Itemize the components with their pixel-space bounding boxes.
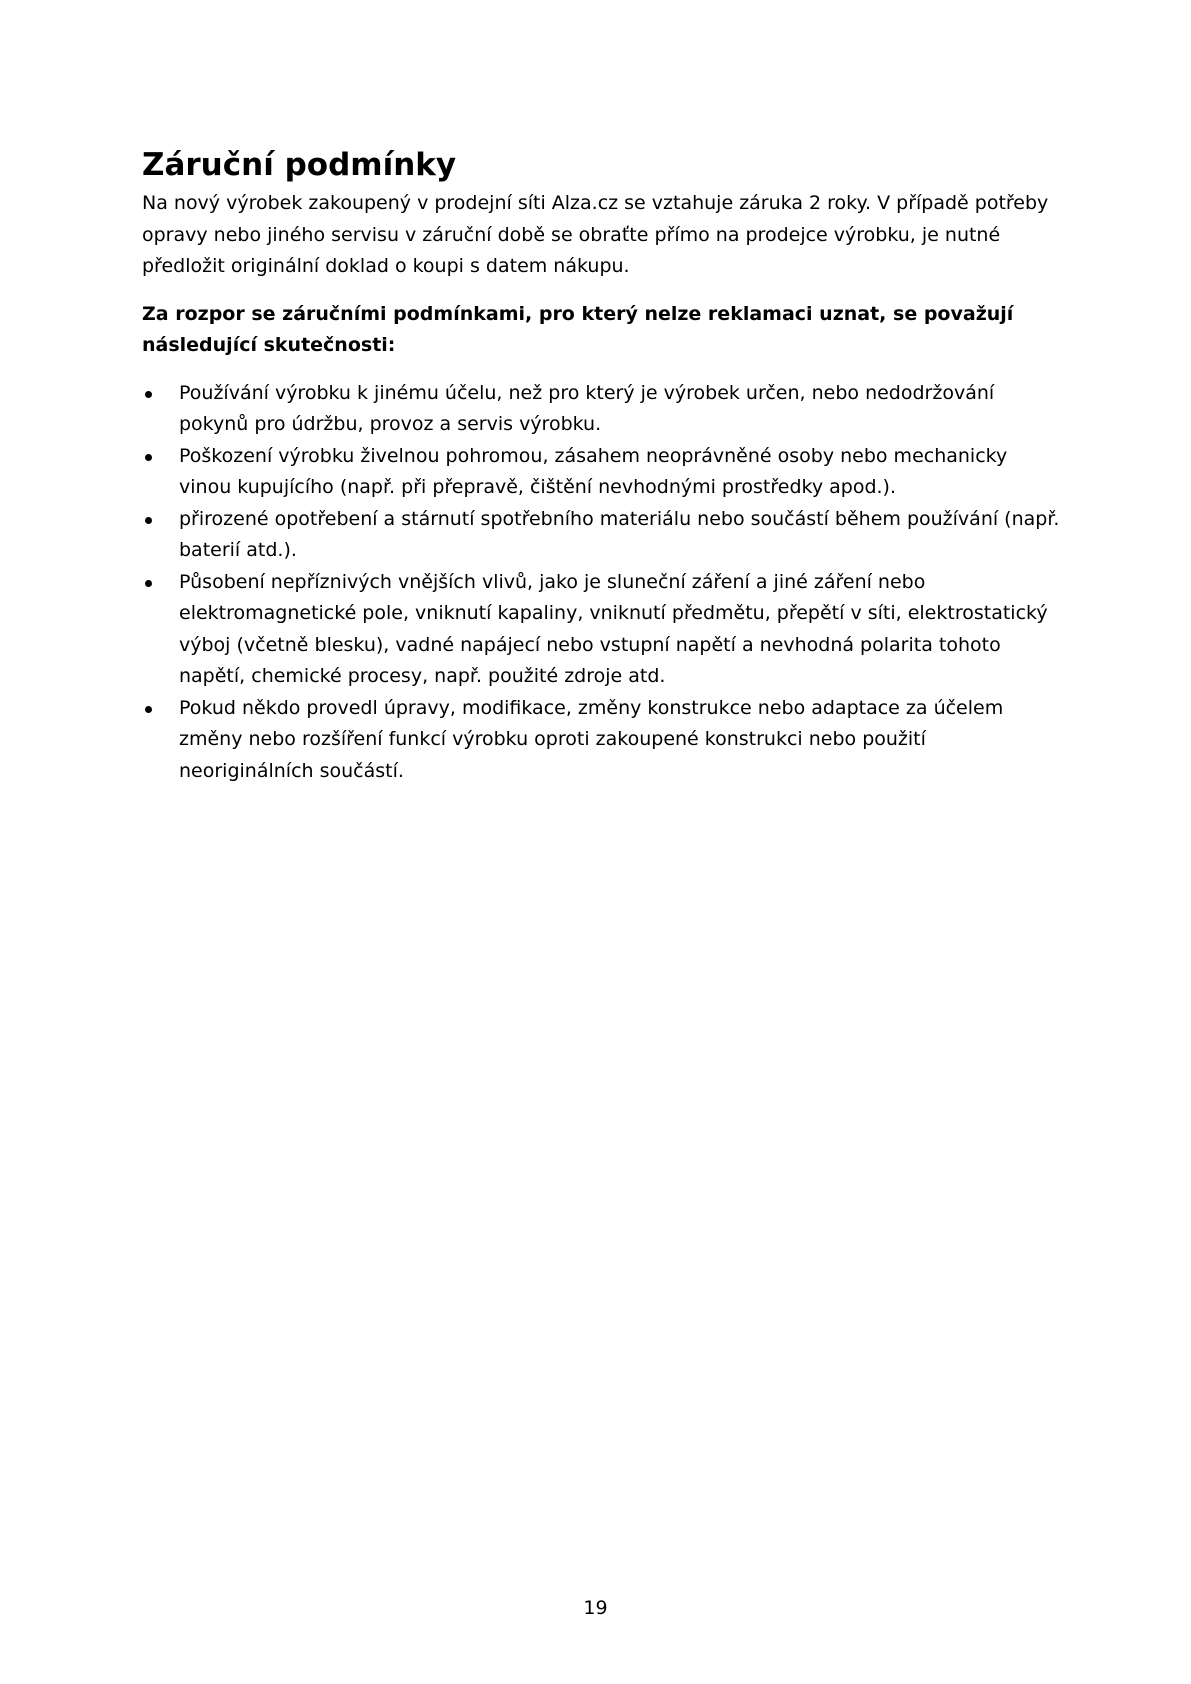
list-item	[142, 504, 1062, 567]
page-title: Záruční podmínky	[142, 147, 457, 183]
conditions-list	[142, 378, 1062, 788]
bullet-icon	[145, 517, 152, 524]
list-item	[142, 693, 1062, 788]
page-content	[142, 144, 1062, 787]
conditions-heading: Za rozpor se záručními podmínkami, pro který nelze reklamaci uznat, se považují následující skutečnosti:	[142, 302, 1014, 356]
intro-paragraph: Na nový výrobek zakoupený v prodejní síti Alza.cz se vztahuje záruka 2 roky. V případě potřeby opravy nebo jiného servisu v záruční době se obraťte přímo na prodejce výrobku, je nutné předložit originální doklad o koupi s datem nákupu.	[142, 192, 1049, 277]
bullet-icon	[145, 706, 152, 713]
bullet-icon	[145, 454, 152, 461]
list-item-text: Pokud někdo provedl úpravy, modifikace, změny konstrukce nebo adaptace za účelem změny nebo rozšíření funkcí výrobku oproti zakoupené konstrukci nebo použití neoriginálních součástí.	[179, 696, 1004, 782]
list-item-text: přirozené opotřebení a stárnutí spotřebního materiálu nebo součástí během používání (např. baterií atd.).	[179, 507, 1060, 561]
bullet-icon	[145, 391, 152, 398]
list-item-text: Používání výrobku k jinému účelu, než pro který je výrobek určen, nebo nedodržování pokynů pro údržbu, provoz a servis výrobku.	[179, 381, 995, 435]
list-item	[142, 441, 1062, 504]
page-number: 19	[583, 1597, 608, 1619]
list-item-text: Působení nepříznivých vnějších vlivů, jako je sluneční záření a jiné záření nebo elektromagnetické pole, vniknutí kapaliny, vniknutí předmětu, přepětí v síti, elektrostatický výboj (včetně blesku), vadné napájecí nebo vstupní napětí a nevhodná polarita tohoto napětí, chemické procesy, např. použité zdroje atd.	[179, 570, 1048, 687]
bullet-icon	[145, 580, 152, 587]
list-item-text: Poškození výrobku živelnou pohromou, zásahem neoprávněné osoby nebo mechanicky vinou kupujícího (např. při přepravě, čištění nevhodnými prostředky apod.).	[179, 444, 1008, 498]
list-item	[142, 567, 1062, 693]
list-item	[142, 378, 1062, 441]
